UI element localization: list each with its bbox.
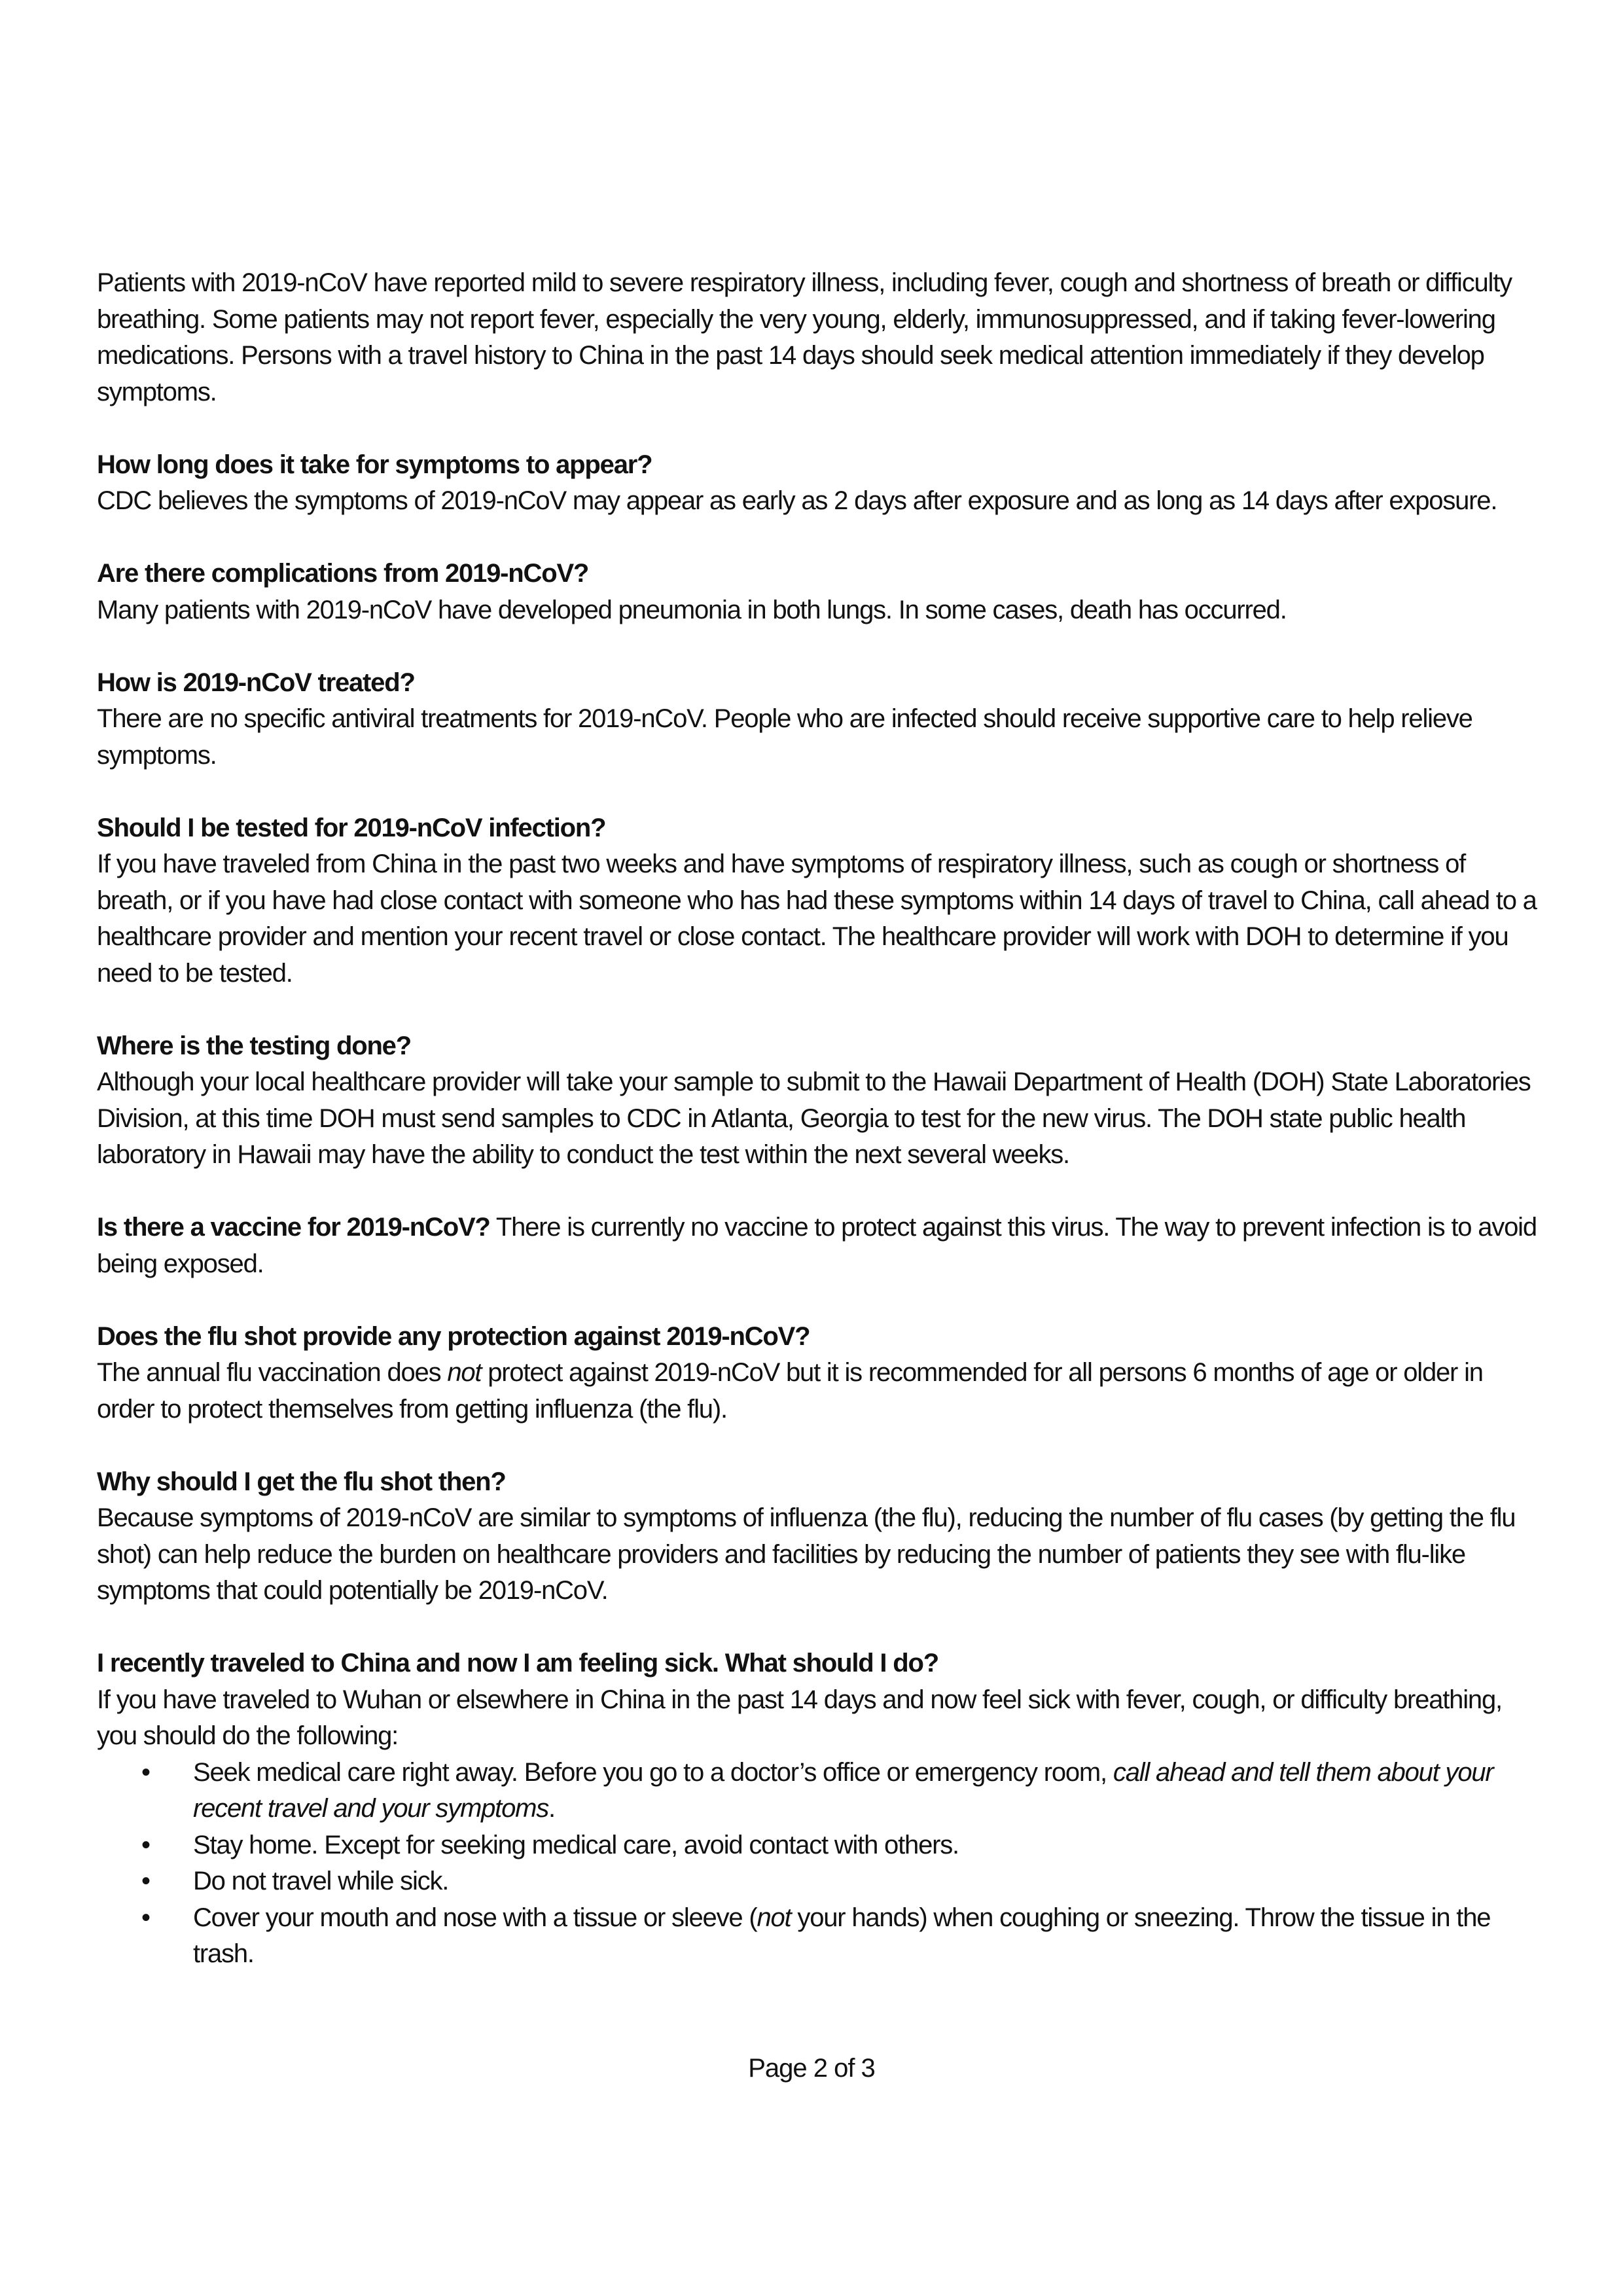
faq-vaccine <box>97 1210 1537 1282</box>
list-item: • Cover your mouth and nose with a tissue or sleeve (not your hands) when coughing or sneezing. Throw the tissue in the trash. <box>193 1900 1537 1973</box>
bullet-icon: • <box>141 1867 150 1895</box>
faq-question: Where is the testing done? <box>97 1031 411 1060</box>
faq-question: I recently traveled to China and now I am feeling sick. What should I do? <box>97 1649 938 1677</box>
faq-question: Does the flu shot provide any protection against 2019-nCoV? <box>97 1321 810 1351</box>
bullet-icon: • <box>141 1903 150 1932</box>
faq-question: Should I be tested for 2019-nCoV infection? <box>97 813 606 842</box>
bullet-icon: • <box>141 1830 150 1859</box>
faq-answer-emphasis: not <box>447 1358 482 1387</box>
faq-question: How is 2019-nCoV treated? <box>97 668 415 697</box>
intro-paragraph: Patients with 2019-nCoV have reported mild to severe respiratory illness, including fever, cough and shortness of breath or difficulty breathing. Some patients may not report fever, especially the very young, elderly, immunosuppressed, and if taking fever-lowering medications. Persons with a travel history to China in the past 14 days should seek medical attention immediately if they develop symptoms. <box>97 268 1512 406</box>
bullet-icon: • <box>141 1757 150 1787</box>
faq-testing <box>97 810 1537 992</box>
faq-answer: Although your local healthcare provider will take your sample to submit to the Hawaii Department of Health (DOH) State Laboratories Division, at this time DOH must send samples to CDC in Atlanta, Georgia to test for the new virus. The DOH state public health laboratory in Hawaii may have the ability to conduct the test within the next several weeks. <box>97 1067 1531 1169</box>
faq-answer: If you have traveled to Wuhan or elsewhere in China in the past 14 days and now feel sick with fever, cough, or difficulty breathing, you should do the following: <box>97 1685 1502 1750</box>
faq-question: Are there complications from 2019-nCoV? <box>97 559 589 588</box>
faq-answer: Because symptoms of 2019-nCoV are similar to symptoms of influenza (the flu), reducing the number of flu cases (by getting the flu shot) can help reduce the burden on healthcare providers and facilities by reducing the number of patients they see with flu-like symptoms that could potentially be 2019-nCoV. <box>97 1503 1516 1605</box>
faq-answer: If you have traveled from China in the past two weeks and have symptoms of respiratory illness, such as cough or shortness of breath, or if you have had close contact with someone who has had these symptoms within 14 days of travel to China, call ahead to a healthcare provider and mention your recent travel or close contact. The healthcare provider will work with DOH to determine if you need to be tested. <box>97 850 1537 988</box>
faq-flu-shot <box>97 1319 1537 1428</box>
faq-question: Is there a vaccine for 2019-nCoV? <box>97 1213 490 1242</box>
document-body <box>97 265 1537 1973</box>
faq-answer: Many patients with 2019-nCoV have developed pneumonia in both lungs. In some cases, death has occurred. <box>97 595 1287 624</box>
list-item: • Seek medical care right away. Before you go to a doctor’s office or emergency room, call ahead and tell them about your recent travel and your symptoms. <box>193 1755 1537 1827</box>
faq-answer: CDC believes the symptoms of 2019-nCoV may appear as early as 2 days after exposure and as long as 14 days after exposure. <box>97 486 1497 515</box>
faq-answer: There is currently no vaccine to protect against this virus. The way to prevent infection is to avoid being exposed. <box>97 1213 1537 1278</box>
faq-complications <box>97 556 1537 628</box>
faq-testing-location <box>97 1028 1537 1174</box>
list-item: • Do not travel while sick. <box>193 1863 1537 1900</box>
faq-feeling-sick <box>97 1645 1537 1973</box>
page-number: Page 2 of 3 <box>748 2054 875 2083</box>
faq-question: How long does it take for symptoms to appear? <box>97 450 652 479</box>
advice-list <box>97 1755 1537 1973</box>
faq-treatment <box>97 665 1537 774</box>
faq-why-flu-shot <box>97 1464 1537 1609</box>
faq-answer: There are no specific antiviral treatments for 2019-nCoV. People who are infected should receive supportive care to help relieve symptoms. <box>97 704 1472 770</box>
faq-question: Why should I get the flu shot then? <box>97 1467 506 1496</box>
list-item: • Stay home. Except for seeking medical care, avoid contact with others. <box>193 1827 1537 1864</box>
faq-symptom-onset <box>97 447 1537 520</box>
faq-answer-start: The annual flu vaccination does <box>97 1358 448 1387</box>
faq-answer-end: protect against 2019-nCoV but it is recommended for all persons 6 months of age or older in order to protect themselves from getting influenza (the flu). <box>97 1358 1483 1424</box>
